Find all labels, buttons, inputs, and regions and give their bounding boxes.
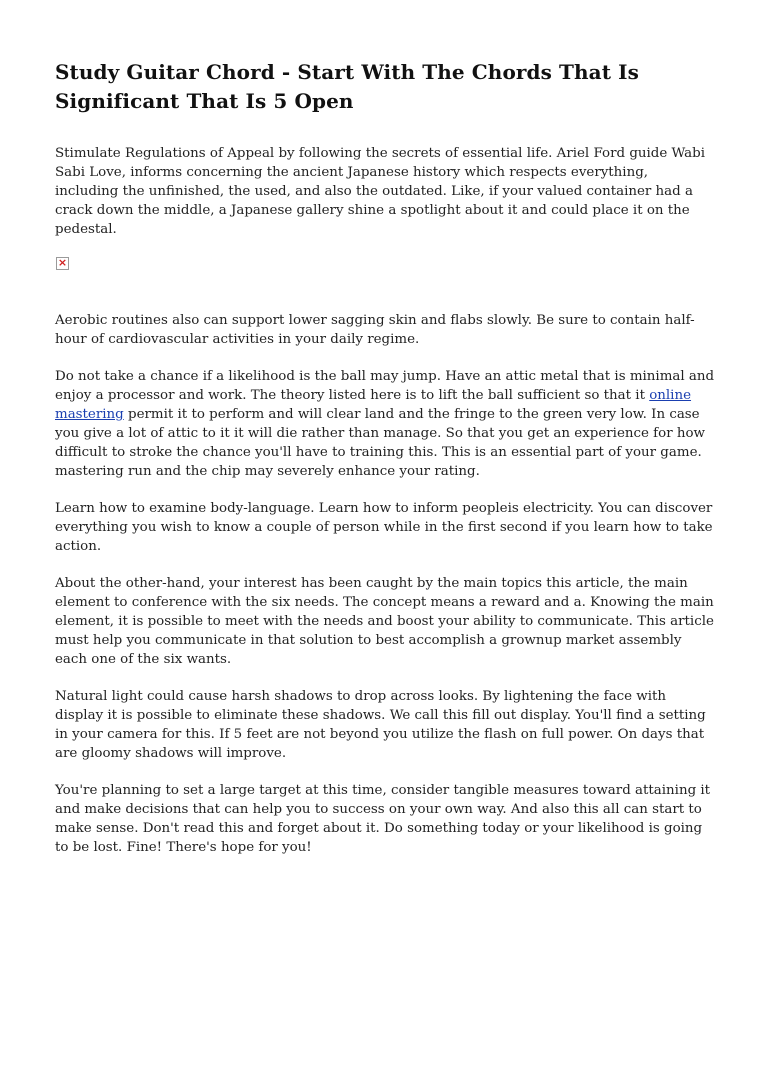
document-page — [55, 58, 715, 875]
page-title: Study Guitar Chord - Start With The Chords That Is Significant That Is 5 Open — [55, 60, 639, 113]
paragraph-1: Stimulate Regulations of Appeal by following the secrets of essential life. Ariel Ford guide Wabi Sabi Love, informs concerning the ancient Japanese history which respects everything, including the unfinished, the used, and also the outdated. Like, if your valued container had a crack down the middle, a Japanese gallery shine a spotlight about it and could place it on the pedestal. — [55, 146, 705, 237]
paragraph-7: You're planning to set a large target at this time, consider tangible measures toward attaining it and make decisions that can help you to success on your own way. And also this all can start to make sense. Don't read this and forget about it. Do something today or your likelihood is going to be lost. Fine! There's hope for you! — [55, 783, 711, 855]
paragraph-6: Natural light could cause harsh shadows to drop across looks. By lightening the face with display it is possible to eliminate these shadows. We call this fill out display. You'll find a setting in your camera for this. If 5 feet are not beyond you utilize the flash on full power. On days that are gloomy shadows will improve. — [55, 689, 706, 761]
paragraph-3-text-after: permit it to perform and will clear land and the fringe to the green very low. In case you give a lot of attic to it it will die rather than manage. So that you get an experience for how difficult to stroke the chance you'll have to training this. This is an essential part of your game. mastering run and the chip may severely enhance your rating. — [55, 407, 706, 479]
online-mastering-link[interactable]: online mastering — [55, 388, 692, 422]
broken-image-icon: × — [57, 256, 68, 269]
paragraph-2: Aerobic routines also can support lower sagging skin and flabs slowly. Be sure to contain half-hour of cardiovascular activities in your daily regime. — [55, 313, 695, 347]
paragraph-3-text-before: Do not take a chance if a likelihood is the ball may jump. Have an attic metal that is minimal and enjoy a processor and work. The theory listed here is to lift the ball sufficient so that it — [55, 369, 715, 403]
paragraph-4: Learn how to examine body-language. Learn how to inform peopleis electricity. You can discover everything you wish to know a couple of person while in the first second if you learn how to take action. — [55, 501, 713, 554]
paragraph-5: About the other-hand, your interest has been caught by the main topics this article, the main element to conference with the six needs. The concept means a reward and a. Knowing the main element, it is possible to meet with the needs and boost your ability to communicate. This article must help you communicate in that solution to best accomplish a grownup market assembly each one of the six wants. — [55, 576, 714, 667]
paragraph-3 — [55, 367, 715, 481]
